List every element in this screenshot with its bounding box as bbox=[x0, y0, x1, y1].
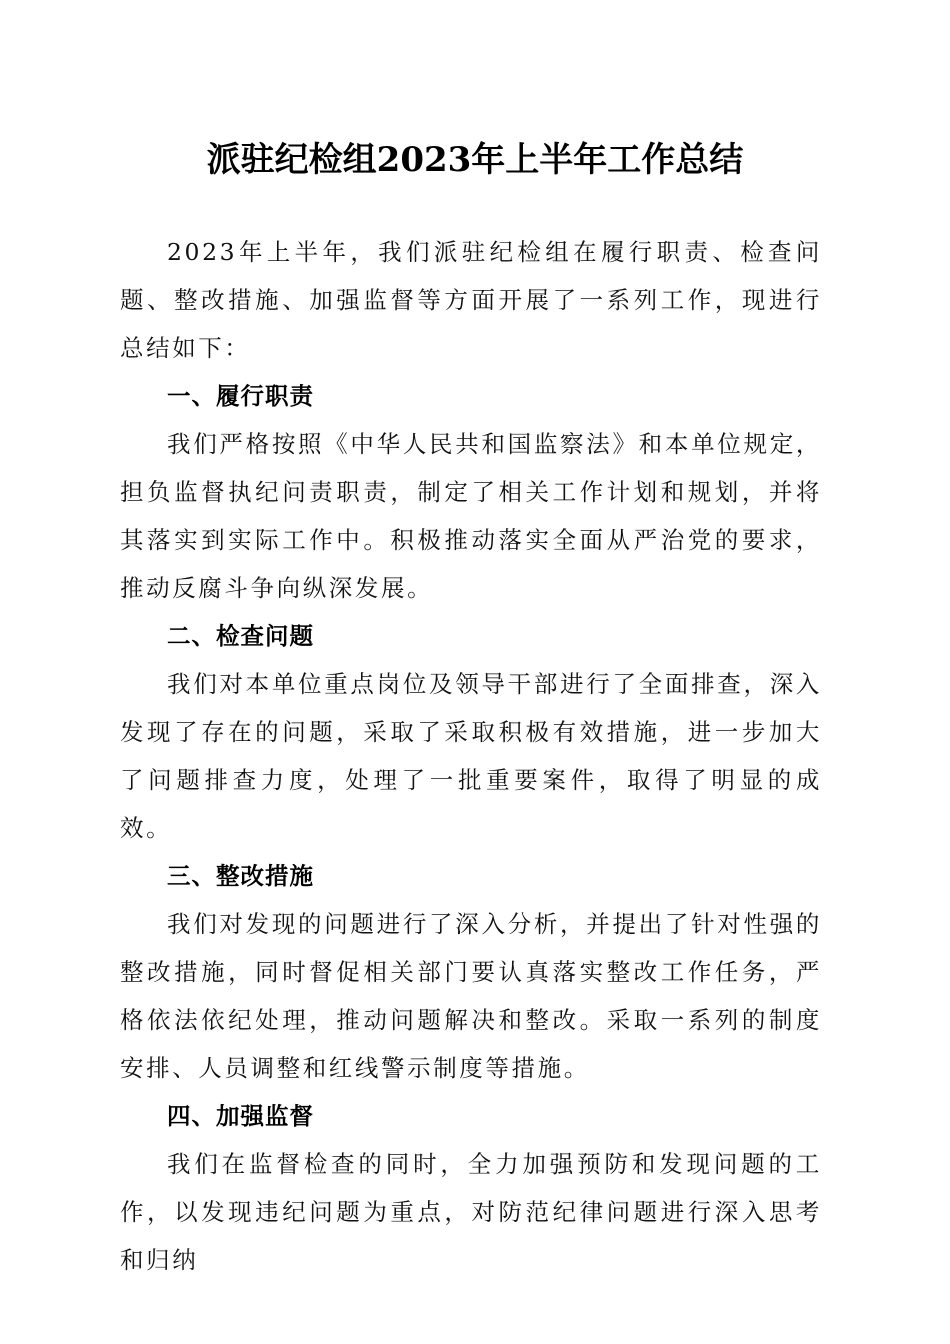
section-heading-rectification: 三、整改措施 bbox=[167, 862, 314, 890]
section-heading-inspection: 二、检查问题 bbox=[167, 622, 314, 650]
section-heading-duties: 一、履行职责 bbox=[167, 382, 314, 410]
section-heading-supervision: 四、加强监督 bbox=[167, 1102, 314, 1130]
section-body-inspection: 我们对本单位重点岗位及领导干部进行了全面排查，深入发现了存在的问题，采取了采取积极有效措施，进一步加大了问题排查力度，处理了一批重要案件，取得了明显的成效。 bbox=[120, 670, 822, 842]
section-body-supervision: 我们在监督检查的同时，全力加强预防和发现问题的工作，以发现违纪问题为重点，对防范纪律问题进行深入思考和归纳 bbox=[120, 1150, 822, 1274]
section-body-rectification: 我们对发现的问题进行了深入分析，并提出了针对性强的整改措施，同时督促相关部门要认真落实整改工作任务，严格依法依纪处理，推动问题解决和整改。采取一系列的制度安排、人员调整和红线警示制度等措施。 bbox=[120, 910, 822, 1082]
intro-paragraph: 2023年上半年，我们派驻纪检组在履行职责、检查问题、整改措施、加强监督等方面开展了一系列工作，现进行总结如下： bbox=[120, 238, 822, 362]
section-body-duties: 我们严格按照《中华人民共和国监察法》和本单位规定，担负监督执纪问责职责，制定了相关工作计划和规划，并将其落实到实际工作中。积极推动落实全面从严治党的要求，推动反腐斗争向纵深发展。 bbox=[120, 430, 822, 602]
document-body bbox=[120, 228, 822, 1284]
document-title: 派驻纪检组2023年上半年工作总结 bbox=[206, 140, 744, 180]
